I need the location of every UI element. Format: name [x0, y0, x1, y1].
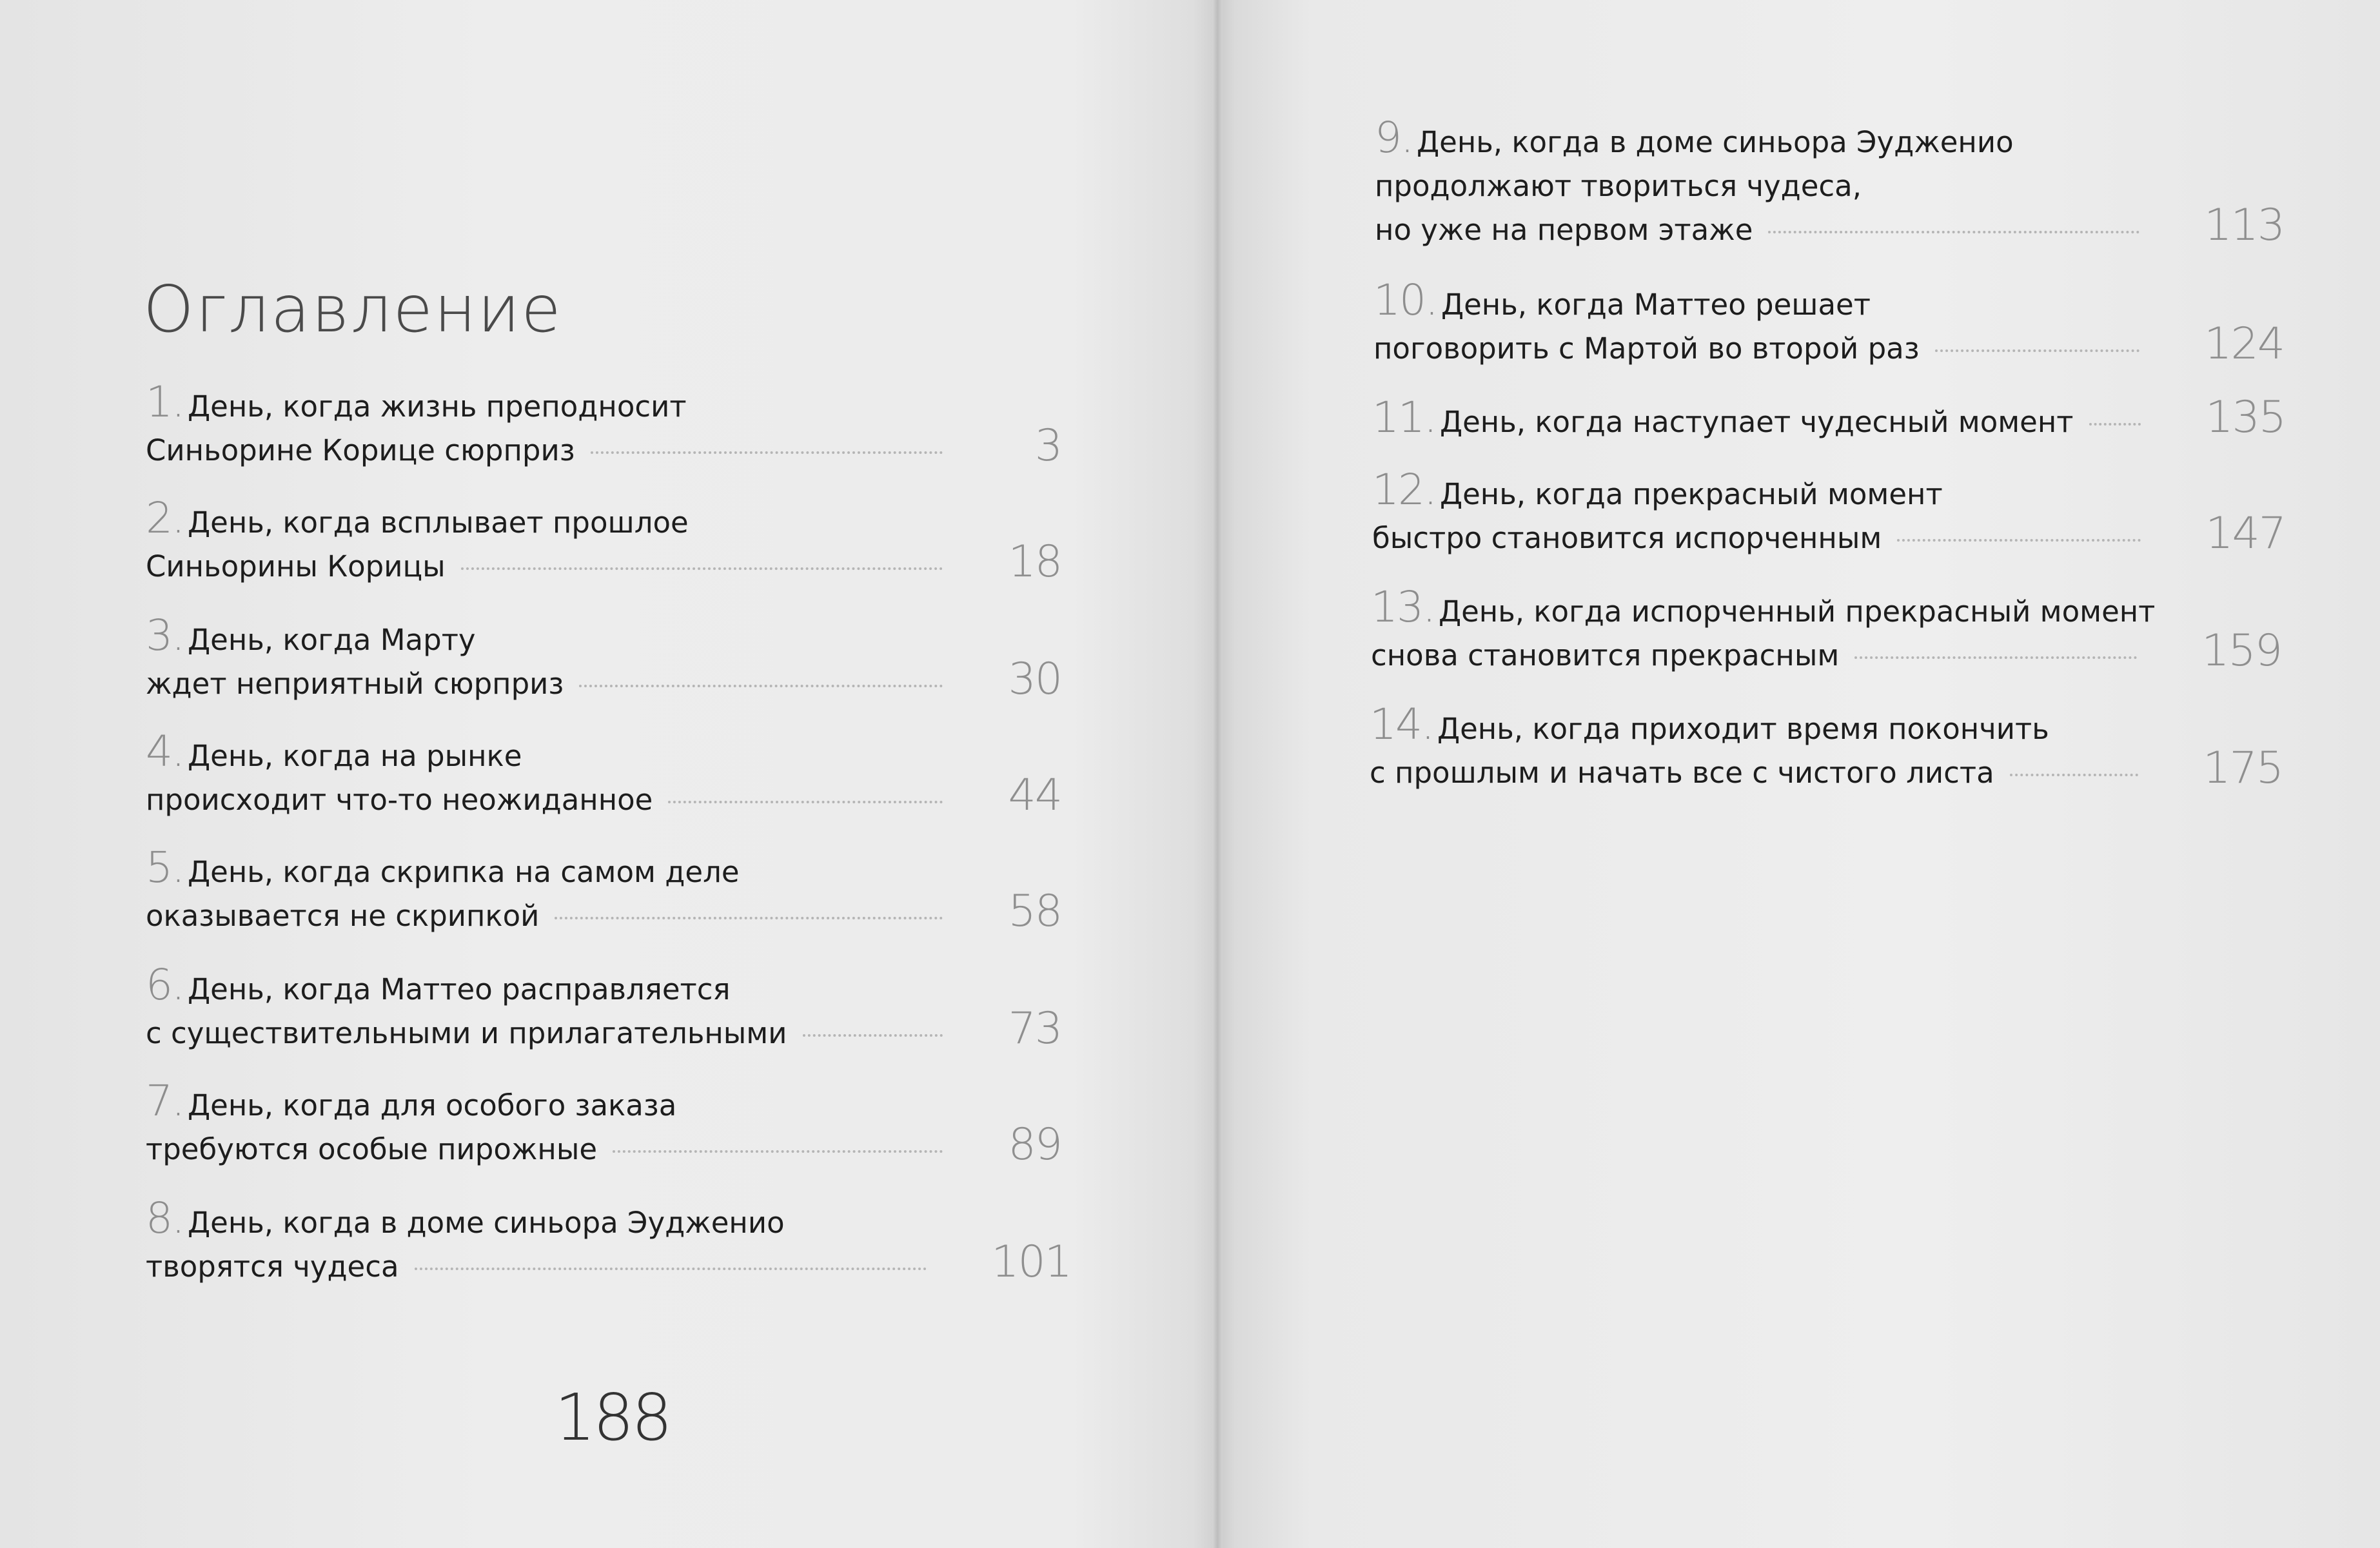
toc-entry-4[interactable] [146, 727, 1061, 822]
toc-entry-1[interactable] [146, 377, 1061, 473]
leader-dots [415, 1265, 927, 1270]
entry-page-number: 18 [1008, 536, 1061, 587]
entry-title-line: Синьорине Корице сюрприз [146, 433, 575, 467]
toc-entry-12[interactable] [1372, 465, 2285, 560]
entry-title-line: с существительными и прилагательными [146, 1016, 787, 1050]
entry-number: 5. [146, 843, 184, 892]
entry-number: 6. [146, 960, 184, 1010]
entry-page-number: 113 [2204, 200, 2284, 251]
leader-dots [1768, 228, 2139, 233]
entry-title-line: продолжают твориться чудеса, [1375, 169, 1862, 203]
entry-number: 10. [1373, 275, 1437, 325]
entry-title-line: День, когда в доме синьора Эудженио [187, 1206, 785, 1240]
entry-title-line: требуются особые пирожные [146, 1132, 598, 1166]
entry-page-number: 3 [1034, 420, 1061, 471]
leader-dots [803, 1032, 943, 1037]
entry-page-number: 30 [1008, 654, 1061, 705]
toc-entry-7[interactable] [146, 1076, 1061, 1171]
leader-dots [461, 565, 943, 570]
toc-entry-5[interactable] [146, 843, 1061, 938]
entry-number: 7. [146, 1076, 184, 1126]
toc-heading: Оглавление [143, 271, 562, 347]
entry-number: 14. [1370, 700, 1433, 749]
entry-title-line: Синьорины Корицы [146, 549, 446, 583]
entry-title-line: с прошлым и начать все с чистого листа [1370, 756, 1994, 790]
leader-dots [2010, 771, 2138, 776]
entry-number: 8. [146, 1193, 184, 1243]
entry-page-number: 175 [2203, 743, 2283, 794]
entry-title-line: День, когда испорченный прекрасный момент [1438, 594, 2156, 629]
leader-dots [668, 798, 943, 803]
toc-entry-2[interactable] [146, 493, 1061, 589]
entry-number: 11. [1372, 393, 1436, 442]
entry-number: 12. [1372, 465, 1436, 514]
entry-title-line: творятся чудеса [146, 1249, 399, 1284]
book-spine [1212, 0, 1223, 1548]
entry-page-number: 101 [991, 1237, 1071, 1288]
entry-page-number: 73 [1008, 1003, 1061, 1054]
entry-title-line: День, когда Маттео расправляется [187, 972, 731, 1006]
entry-number: 2. [146, 493, 184, 543]
leader-dots [591, 449, 943, 454]
leader-dots [579, 682, 943, 687]
entry-title-line: День, когда скрипка на самом деле [187, 855, 740, 889]
entry-page-number: 89 [1008, 1119, 1061, 1170]
entry-title-line: День, когда всплывает прошлое [187, 505, 689, 540]
entry-title-line: снова становится прекрасным [1371, 638, 1840, 672]
entry-page-number: 147 [2205, 508, 2285, 559]
toc-entry-13[interactable] [1371, 582, 2281, 678]
entry-title-line: День, когда для особого заказа [187, 1088, 677, 1122]
toc-entry-11[interactable] [1372, 392, 2285, 444]
entry-title-line: но уже на первом этаже [1375, 213, 1753, 247]
entry-number: 1. [146, 377, 184, 427]
toc-entry-6[interactable] [146, 960, 1061, 1055]
entry-page-number: 124 [2204, 318, 2284, 369]
entry-title-line: поговорить с Мартой во второй раз [1373, 331, 1920, 366]
entry-title-line: День, когда приходит время покончить [1437, 712, 2049, 746]
entry-title-line: происходит что-то неожиданное [146, 783, 653, 817]
leader-dots [613, 1148, 943, 1153]
entry-title-line: быстро становится испорченным [1372, 521, 1882, 555]
entry-number: 3. [146, 611, 184, 660]
toc-entry-10[interactable] [1373, 275, 2284, 371]
entry-page-number: 159 [2201, 625, 2281, 676]
entry-page-number: 58 [1008, 886, 1061, 937]
entry-title-line: ждет неприятный сюрприз [146, 667, 564, 701]
leader-dots [2089, 420, 2141, 426]
leader-dots [1935, 347, 2139, 352]
entry-title-line: День, когда в доме синьора Эудженио [1416, 125, 2014, 159]
toc-entry-14[interactable] [1370, 700, 2283, 795]
entry-title-line: День, когда жизнь преподносит [187, 389, 687, 424]
entry-page-number: 135 [2205, 392, 2285, 443]
page-folio-number: 188 [555, 1380, 670, 1455]
entry-title-line: оказывается не скрипкой [146, 899, 540, 933]
entry-number: 4. [146, 727, 184, 776]
leader-dots [1897, 536, 2141, 542]
leader-dots [555, 914, 943, 919]
entry-title-line: День, когда Марту [187, 623, 476, 657]
leader-dots [1854, 654, 2137, 659]
entry-title-line: День, когда Маттео решает [1441, 288, 1871, 322]
entry-number: 9. [1375, 113, 1413, 162]
entry-number: 13. [1371, 582, 1435, 632]
entry-title-line: День, когда наступает чудесный момент [1439, 405, 2074, 439]
entry-title-line: День, когда прекрасный момент [1439, 477, 1943, 511]
entry-title-line: День, когда на рынке [187, 739, 522, 773]
toc-entry-8[interactable] [146, 1193, 1071, 1289]
toc-entry-3[interactable] [146, 611, 1061, 706]
entry-page-number: 44 [1008, 770, 1061, 821]
toc-entry-9[interactable] [1375, 113, 2284, 252]
